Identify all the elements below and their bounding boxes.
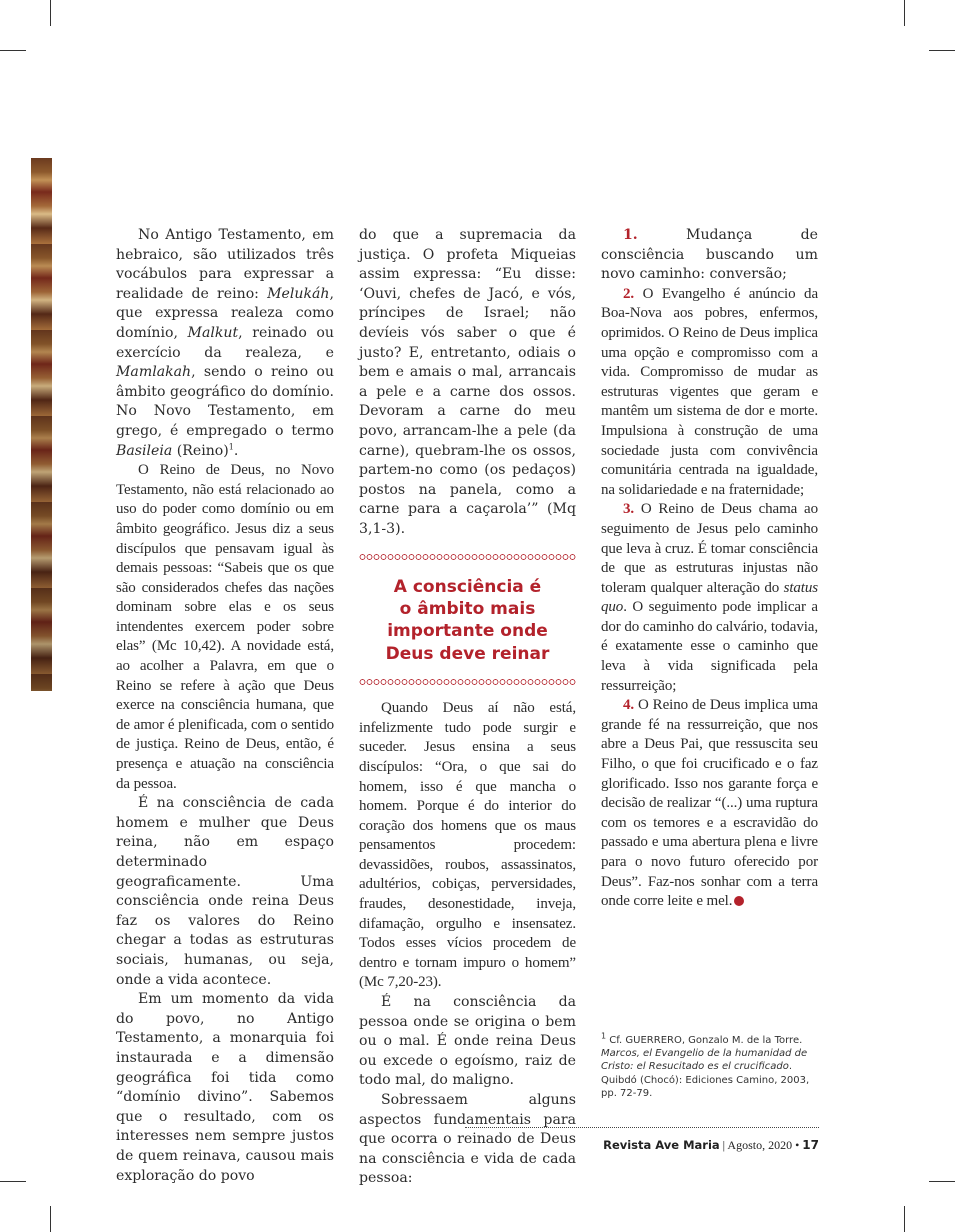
- crop-mark: [0, 1181, 26, 1182]
- list-item: 2. O Evangelho é anúncio da Boa-Nova aos pobres, enfermos, oprimidos. O Reino de Deus implica uma opção e compromisso com a vida. Compromisso de mudar as estruturas vigentes que geram e mantêm um sistema de dor e morte. Impulsiona à construção de uma sociedade justa com convivência comunitária centrada na igualdade, na solidariedade e na fraternidade;: [601, 285, 818, 498]
- list-item: 4. O Reino de Deus implica uma grande fé na ressurreição, que nos abre a Deus Pai, que ressuscita seu Filho, o que foi crucificado e o faz glorificado. Isso nos garante força e decisão de realizar “(...) uma ruptura com os temores e a escravidão do passado e uma abertura plena e livre para o novo futuro oferecido por Deus”. Faz-nos sonhar com a terra onde corre leite e mel.: [601, 697, 818, 910]
- issue-date: Agosto, 2020: [727, 1138, 793, 1152]
- ornament-divider: [359, 552, 576, 562]
- text-column-3: [601, 226, 818, 912]
- paragraph: Quando Deus aí não está, infelizmente tudo pode surgir e suceder. Jesus ensina a seus discípulos: “Ora, o que sai do homem, isso é que mancha o homem. Porque é do interior do coração dos homens que os maus pensamentos procedem: devassidões, roubos, assassinatos, adultérios, cobiças, perversidades, fraudes, desonestidade, inveja, difamação, orgulho e insensatez. Todos esses vícios procedem de dentro e tornam impuro o homem” (Mc 7,20-23).: [359, 700, 576, 991]
- list-item: 1. Mudança de consciência buscando um novo caminho: conversão;: [601, 227, 818, 283]
- crop-mark: [929, 1181, 955, 1182]
- crop-mark: [50, 1206, 51, 1232]
- end-mark-icon: [734, 896, 744, 906]
- page-number: 17: [802, 1138, 819, 1152]
- magazine-name: Revista Ave Maria: [603, 1138, 720, 1152]
- paragraph: É na consciência da pessoa onde se origina o bem ou o mal. É onde reina Deus ou excede o egoísmo, raiz de todo mal, do maligno.: [359, 994, 576, 1089]
- photo-strip: [31, 158, 52, 691]
- paragraph: do que a supremacia da justiça. O profeta Miqueias assim expressa: “Eu disse: ‘Ouvi, chefes de Jacó, e vós, príncipes de Israel; não devíeis vós saber o que é justo? E, entretanto, odiais o bem e amais o mal, arrancais a pele e a carne dos ossos. Devoram a carne do meu povo, arrancam-lhe a pele (da carne), quebram-lhe os ossos, partem-no como (os pedaços) postos na panela, como a carne para a caçarola’” (Mq 3,1-3).: [359, 227, 576, 537]
- footnote: $^1$ Cf. GUERRERO, Gonzalo M. de la Torre. Marcos, el Evangelio de la humanidad de Cristo: el Resucitado es el crucificado. Quibdó (Chocó): Ediciones Camino, 2003, pp. 72-79.: [601, 1031, 810, 1099]
- paragraph: O Reino de Deus, no Novo Testamento, não está relacionado ao uso do poder como domínio ou em âmbito geográfico. Jesus diz a seus discípulos que pensavam igual às demais pessoas: “Sabeis que os que são considerados chefes das nações dominam sobre elas e os seus intendentes exercem poder sobre elas” (Mc 10,42). A novidade está, ao acolher a Palavra, em que o Reino se refere à ação que Deus exerce na consciência humana, que de amor é plenificada, com o sentido de justiça. Reino de Deus, então, é presença e atuação na consciência da pessoa.: [116, 462, 334, 792]
- paragraph: Em um momento da vida do povo, no Antigo Testamento, a monarquia foi instaurada e a dimensão geográfica foi tida como “domínio divino”. Sabemos que o resultado, com os interesses nem sempre justos de quem reinava, causou mais exploração do povo: [116, 991, 334, 1184]
- paragraph: Sobressaem alguns aspectos fundamentais para que ocorra o reinado de Deus na consciência e vida de cada pessoa:: [359, 1092, 576, 1187]
- text-column-1: [116, 226, 334, 1186]
- footer-rule: [465, 1127, 819, 1129]
- crop-mark: [0, 50, 26, 51]
- paragraph: No Antigo Testamento, em hebraico, são utilizados três vocábulos para expressar a realidade de reino: Melukáh, que expressa realeza como domínio, Malkut, reinado ou exercício da realeza, e Mamlakah, sendo o reino ou âmbito geográfico do domínio. No Novo Testamento, em grego, é empregado o termo Basileia (Reino)$^1$.: [116, 227, 334, 459]
- crop-mark: [50, 0, 51, 26]
- bullet: •: [795, 1138, 800, 1152]
- page-footer: [465, 1138, 819, 1153]
- crop-mark: [904, 0, 905, 26]
- list-item: 3. O Reino de Deus chama ao seguimento de Jesus pelo caminho que leva à cruz. É tomar consciência de que as estruturas injustas não toleram qualquer alteração do status quo. O seguimento pode implicar a dor do caminho do calvário, todavia, é exatamente esse o caminho que leva à vida significada pela ressurreição;: [601, 501, 818, 694]
- separator: |: [722, 1138, 726, 1152]
- crop-mark: [929, 50, 955, 51]
- text-column-2: [359, 226, 576, 1189]
- pull-quote: A consciência é o âmbito mais importante onde Deus deve reinar: [385, 576, 550, 664]
- ornament-divider: [359, 677, 576, 687]
- paragraph: É na consciência de cada homem e mulher que Deus reina, não em espaço determinado geograficamente. Uma consciência onde reina Deus faz os valores do Reino chegar a todas as estruturas sociais, humanas, ou seja, onde a vida acontece.: [116, 795, 334, 988]
- footnote-ref[interactable]: 1: [228, 441, 234, 451]
- crop-mark: [904, 1206, 905, 1232]
